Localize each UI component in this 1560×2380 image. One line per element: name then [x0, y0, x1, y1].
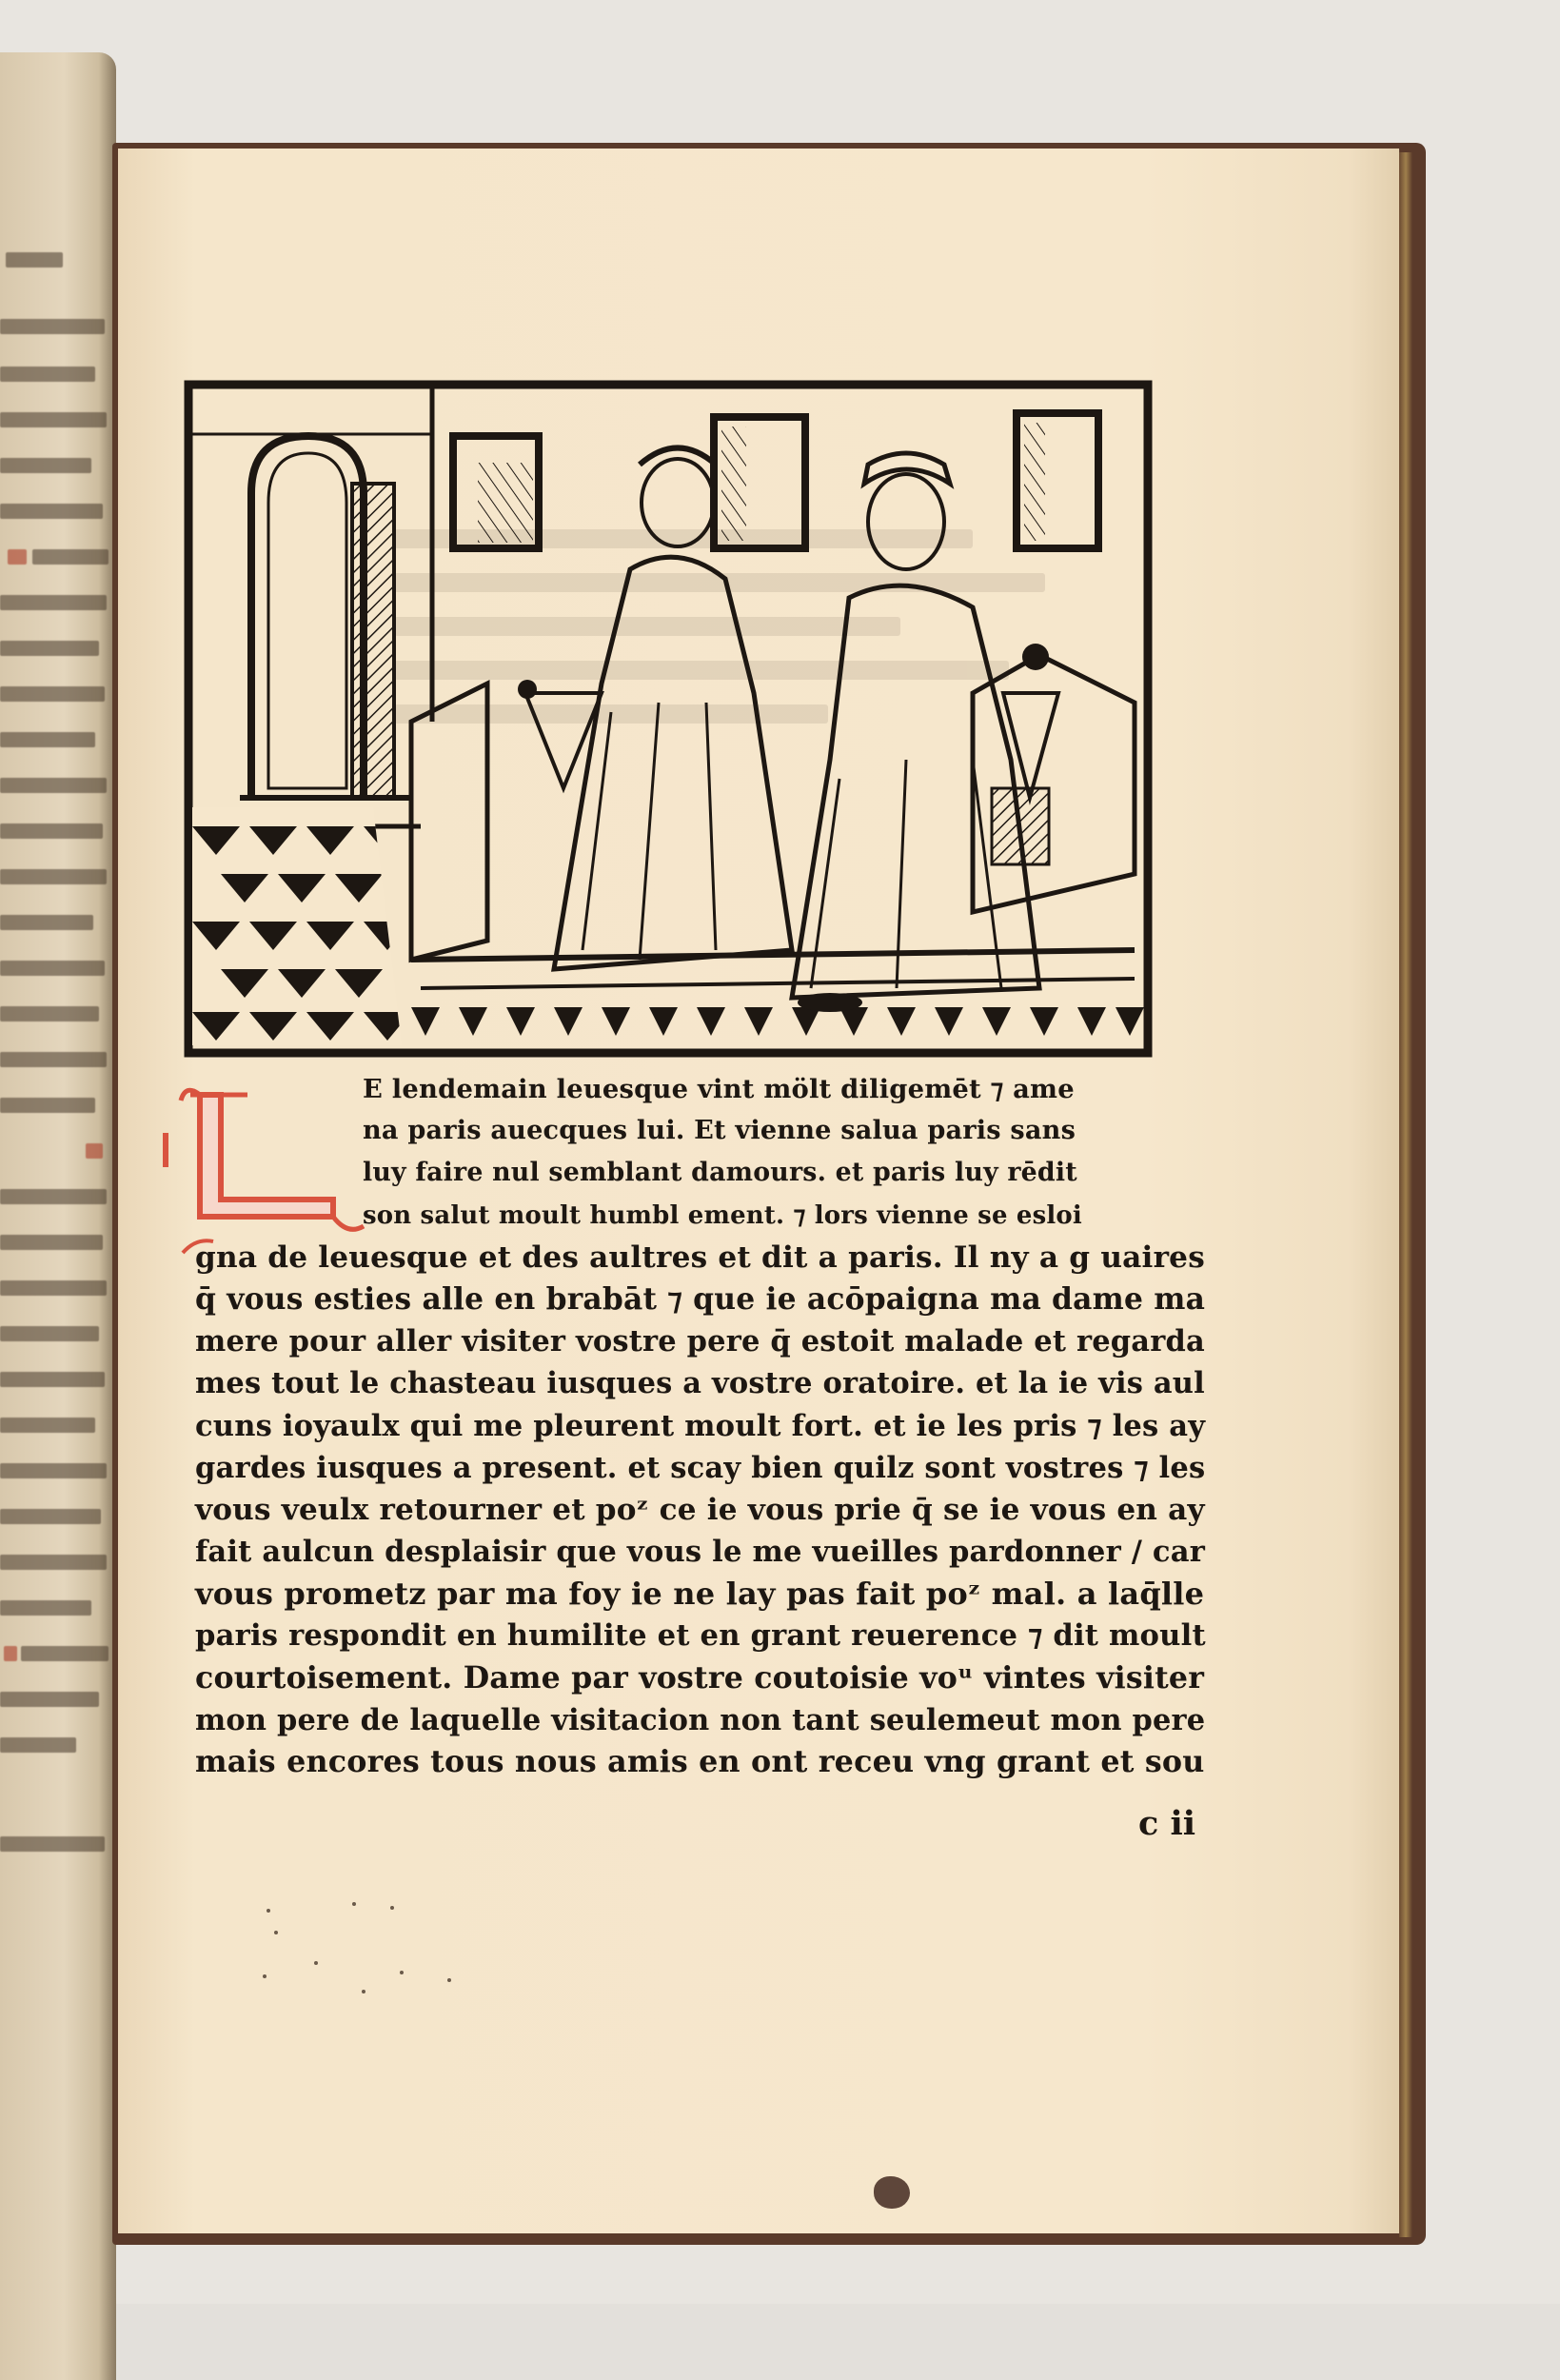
- text-line: gna de leuesque et des aultres et dit a paris. Il ny a g uaires: [195, 1240, 1205, 1275]
- speck: [447, 1978, 451, 1982]
- woodcut-illustration: [183, 379, 1154, 1059]
- backdrop: [0, 2304, 1560, 2380]
- speck: [390, 1906, 394, 1910]
- text-line: fait aulcun desplaisir que vous le me vueilles pardonner / car: [195, 1535, 1206, 1570]
- text-line: mere pour aller visiter vostre pere q̄ estoit malade et regarda: [195, 1324, 1205, 1359]
- speck: [274, 1931, 278, 1934]
- gilt-edge: [1399, 152, 1412, 2237]
- text-line: na paris auecques lui. Et vienne salua paris sans: [363, 1116, 1076, 1146]
- speck: [362, 1990, 365, 1993]
- speck: [267, 1909, 270, 1913]
- text-line: gardes iusques a present. et scay bien quilz sont vostres ⁊ les: [195, 1450, 1206, 1485]
- speck: [352, 1902, 356, 1906]
- text-line: mais encores tous nous amis en ont receu vng grant et sou: [195, 1744, 1205, 1779]
- signature-mark: c ii: [1138, 1804, 1196, 1843]
- speck: [314, 1961, 318, 1965]
- text-line: courtoisement. Dame par vostre coutoisie voᵘ vintes visiter: [195, 1659, 1205, 1696]
- text-line: luy faire nul semblant damours. et paris luy rēdit: [363, 1158, 1077, 1188]
- speck: [400, 1971, 404, 1974]
- text-line: vous veulx retourner et poᶻ ce ie vous prie q̄ se ie vous en ay: [195, 1492, 1205, 1527]
- facing-page-edge: [0, 52, 116, 2380]
- text-line: mes tout le chasteau iusques a vostre oratoire. et la ie vis aul: [195, 1366, 1205, 1401]
- text-line: E lendemain leuesque vint mölt diligemēt ⁊ ame: [363, 1074, 1075, 1104]
- printed-text-block: [195, 1068, 1204, 1783]
- text-line: paris respondit en humilite et en grant reuerence ⁊ dit moult: [195, 1618, 1206, 1654]
- text-line: mon pere de laquelle visitacion non tant seulemeut mon pere: [195, 1702, 1206, 1737]
- text-line: cuns ioyaulx qui me pleurent moult fort. et ie les pris ⁊ les ay: [195, 1408, 1206, 1443]
- text-line: son salut moult humbl ement. ⁊ lors vienne se esloi: [363, 1200, 1082, 1230]
- speck: [263, 1974, 267, 1978]
- ink-stain: [874, 2176, 910, 2209]
- text-line: vous prometz par ma foy ie ne lay pas fait poᶻ mal. a laq̄lle: [195, 1576, 1205, 1613]
- text-line: q̄ vous esties alle en brabāt ⁊ que ie acōpaigna ma dame ma: [195, 1281, 1206, 1317]
